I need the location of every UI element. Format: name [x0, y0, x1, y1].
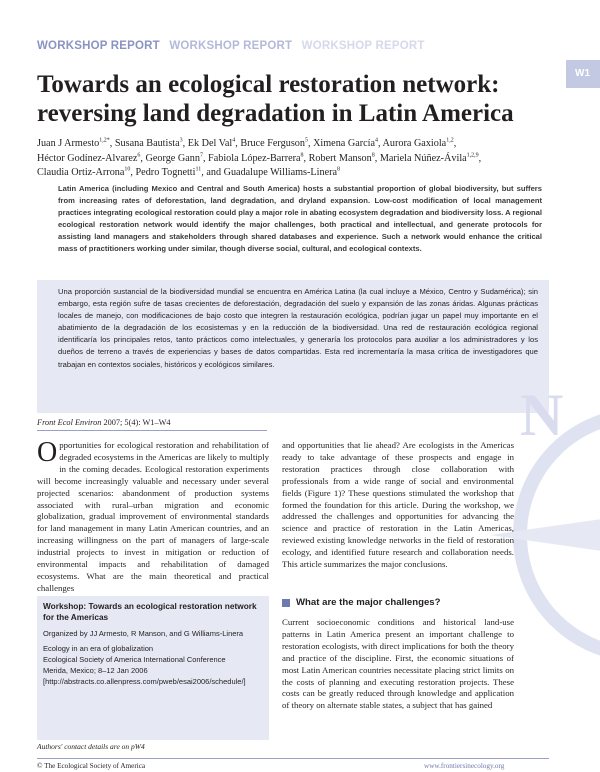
banner-label-2: WORKSHOP REPORT	[169, 40, 293, 52]
author-name: Bruce Ferguson	[240, 138, 305, 149]
workshop-link[interactable]: [http://abstracts.co.allenpress.com/pweb/esai2006/schedule/]	[43, 676, 246, 686]
author-separator: ,	[182, 138, 188, 149]
author-name: Héctor Godínez-Alvarez	[37, 152, 138, 164]
author-affiliation: 8	[300, 152, 304, 159]
heading-square-icon	[282, 599, 290, 607]
author-separator: ,	[378, 138, 383, 149]
citation-rule	[37, 430, 267, 431]
author-affiliation: 4	[375, 137, 379, 144]
banner-label-3: WORKSHOP REPORT	[301, 40, 425, 52]
body-column-right-top: and opportunities that lie ahead? Are ecologists in the Americas ready to take advantage of these prospects and engage in restoration practices through close collaboration with professionals from a wide range of social and environmental fields (Figure 1)? These questions stimulated the workshop that formed the foundation for this article. During the workshop, we addressed the challenges and opportunities for advancing the science and practice of restoration in the Latin Americas, reviewed existing knowledge networks in the field of restoration ecology, and identified future research and collaboration needs. This article summarizes the major conclusions.	[282, 440, 514, 570]
footer-rule	[37, 758, 549, 759]
author-affiliation: 1,2,9	[466, 152, 479, 159]
body-column-right-bottom: Current socioeconomic conditions and historical land-use patterns in Latin America present an important challenge to restoration ecologists, with direct implications for both the theory and practice of the discipline. First, the economic situations of most Latin American countries necessitate placing strict limits on the costs of planning and executing restoration projects. These costs can be greatly reduced through knowledge and application of theory on alternate stable states, a subject that has gained	[282, 617, 514, 711]
author-separator: ,	[303, 152, 309, 164]
author-separator: ,	[202, 152, 209, 164]
author-separator: ,	[478, 152, 482, 164]
author-affiliation: 5	[304, 137, 308, 144]
workshop-line: Ecological Society of America International Conference	[43, 655, 226, 665]
workshop-title: Workshop: Towards an ecological restoration network for the Americas	[43, 601, 257, 623]
citation-details: 2007; 5(4): W1–W4	[103, 418, 171, 427]
footer-copyright: © The Ecological Society of America	[37, 762, 146, 770]
author-name: George Gann	[145, 152, 200, 164]
author-separator: , and	[201, 167, 224, 178]
section-heading-text: What are the major challenges?	[296, 597, 441, 608]
author-affiliation: 8	[371, 152, 375, 159]
author-affiliation: 6	[137, 152, 141, 159]
article-title: Towards an ecological restoration network: reversing land degradation in Latin America	[37, 71, 514, 127]
footer-website-link[interactable]: www.frontiersinecology.org	[424, 762, 505, 770]
workshop-line: Ecology in an era of globalization	[43, 644, 154, 654]
author-name: Robert Manson	[308, 152, 372, 164]
author-affiliation: 1,2	[446, 137, 454, 144]
author-name: Pedro Tognetti	[135, 167, 196, 178]
body-column-left	[37, 437, 269, 595]
author-affiliation: 3	[179, 137, 183, 144]
author-name: Guadalupe Williams-Linera	[223, 167, 337, 178]
author-name: Claudia Ortiz-Arrona	[37, 167, 125, 178]
author-name: Susana Bautista	[114, 138, 180, 149]
author-name: Aurora Gaxiola	[382, 138, 447, 149]
banner-label-1: WORKSHOP REPORT	[37, 40, 160, 52]
citation-journal: Front Ecol Environ	[37, 418, 102, 427]
author-name: Mariela Núñez-Ávila	[379, 152, 467, 164]
workshop-line: Merida, Mexico; 8–12 Jan 2006	[43, 665, 148, 675]
page-tab: W1	[566, 60, 600, 88]
author-name: Ximena García	[313, 138, 376, 149]
abstract-english: Latin America (including Mexico and Central and South America) hosts a substantial proportion of global biodiversity, but suffers from increasing rates of deforestation, land degradation, and dryland expansion. Low-cost modification of local management practices integrating ecological restoration could play a major role in abating ecosystem degradation and biodiversity loss. A regional ecological restoration network would identify the major challenges, both practical and intellectual, and generate protocols for assisting land managers and stakeholders through shared databases and experience. Such a network would enhance the critical mass of practitioners working under similar, though diverse social, cultural, and ecological contexts.	[58, 184, 542, 254]
author-affiliation: 7	[199, 152, 203, 159]
author-separator: ,	[374, 152, 380, 164]
section-banner	[37, 40, 431, 52]
contact-note: Authors' contact details are on pW4	[37, 742, 145, 751]
author-name: Juan J Armesto	[37, 138, 100, 149]
abstract-spanish: Una proporción sustancial de la biodiversidad mundial se encuentra en América Latina (la cual incluye a México, Centro y Sudamérica); sin embargo, esta región sufre de tasas crecientes de deforestación, degradación del suelo y expansión de las zonas áridas. Algunas prácticas locales de manejo, con modificaciones de bajo costo que integren la restauración ecológica, podrían jugar un papel muy importante en el abatimiento de la degradación de los ecosistemas y en la reducción de la biodiversidad. Una red de restauración ecológica regional identificaría los principales retos, tanto prácticos como intelectuales, y generaría los protocolos para auxiliar a los administradores y los dueños de terreno a través de experiencias y bases de datos compartidas. Esta red incrementaría la masa crítica de investigadores que trabajan en contextos sociales, históricos y ecológicos similares.	[58, 287, 538, 369]
author-separator: ,	[307, 138, 314, 149]
author-name: Ek Del Val	[187, 138, 233, 149]
author-separator: ,	[453, 138, 457, 149]
author-separator: ,	[235, 138, 241, 149]
watermark-letter: N	[520, 382, 564, 448]
author-separator: ,	[109, 138, 115, 149]
drop-cap: O	[37, 437, 58, 468]
citation	[37, 418, 171, 427]
workshop-organizers: Organized by JJ Armesto, R Manson, and G Williams-Linera	[43, 628, 244, 638]
author-affiliation: 1,2*	[99, 137, 110, 144]
author-separator: ,	[130, 167, 136, 178]
workshop-box-content	[43, 601, 265, 688]
section-heading	[282, 597, 440, 608]
author-separator: ,	[140, 152, 146, 164]
author-affiliation: 11	[195, 166, 202, 173]
author-name: Fabiola López-Barrera	[208, 152, 301, 164]
body-left-text: pportunities for ecological restoration and rehabilitation of degraded ecosystems in the Americas are likely to multiply in the coming decades. Ecological restoration experiments will become increasingly valuable and necessary under several projected scenarios: abandonment of production systems associated with rural–urban migration and economic globalization, gradual improvement of environmental standards for land management in many Latin American countries, and an increasing willingness on the part of managers of large-scale industrial projects to invest in mitigation or reduction of environmental impacts and rehabilitation of damaged ecosystems. What are the main theoretical and practical challenges	[37, 440, 269, 593]
author-affiliation: 4	[232, 137, 236, 144]
author-affiliation: 10	[124, 166, 131, 173]
author-list	[37, 137, 557, 181]
author-affiliation: 8	[337, 166, 340, 173]
